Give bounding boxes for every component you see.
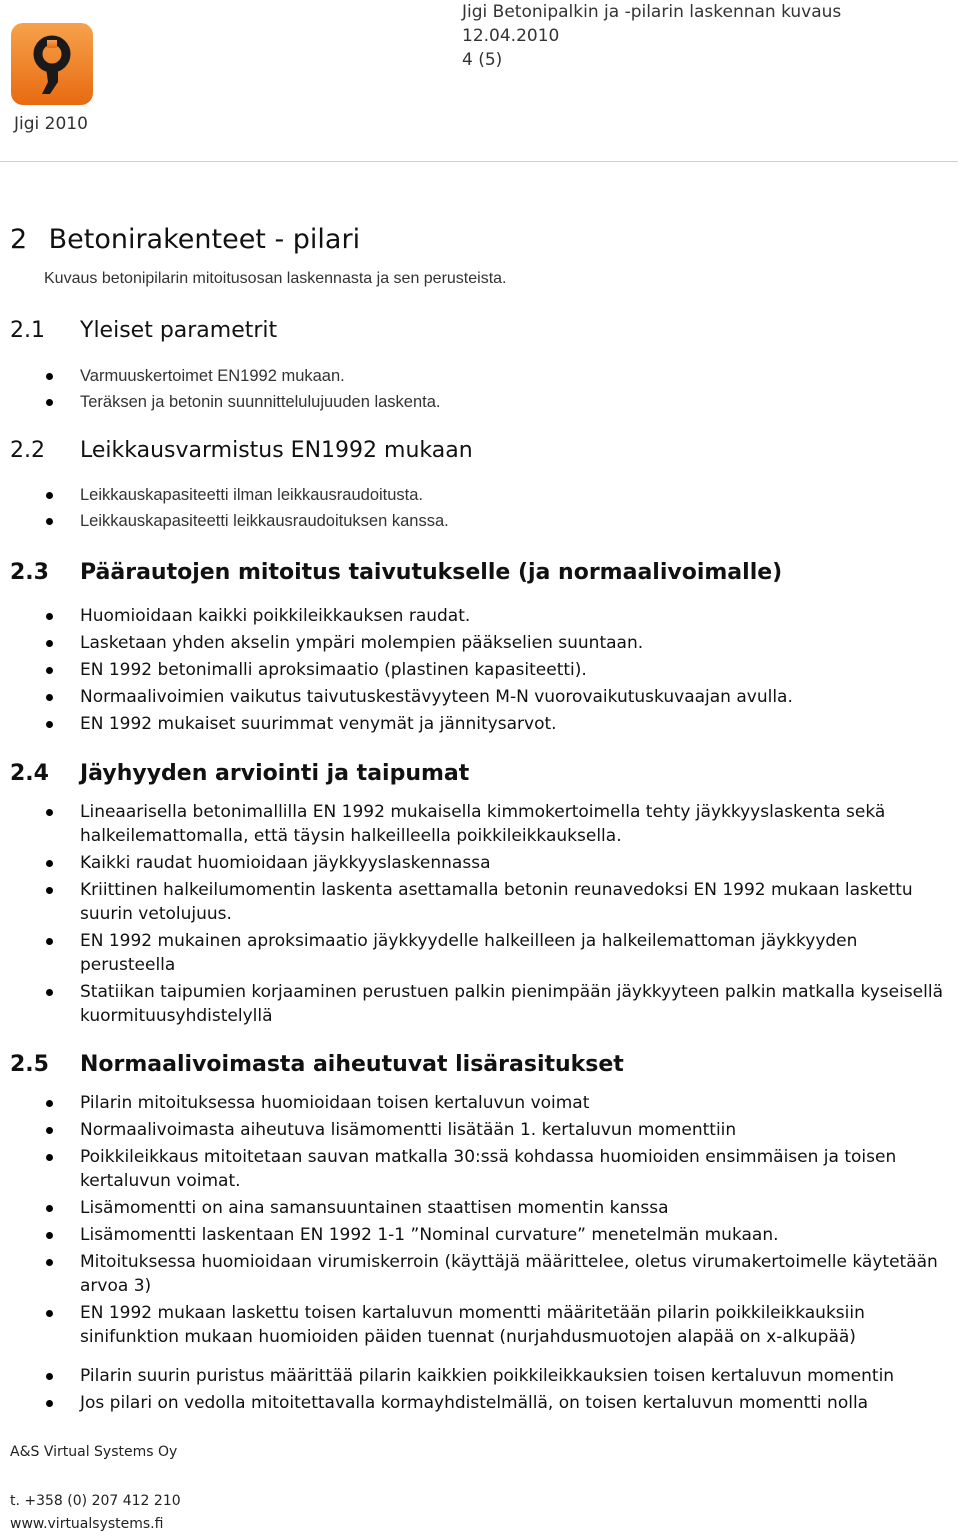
section-title: Leikkausvarmistus EN1992 mukaan: [80, 438, 473, 463]
list-item: Pilarin suurin puristus määrittää pilarin kaikkien poikkileikkauksien toisen kertaluvun momentin: [0, 1364, 950, 1388]
app-name: Jigi 2010: [14, 114, 88, 134]
list-item: Huomioidaan kaikki poikkileikkauksen raudat.: [0, 603, 950, 630]
list-item: Normaalivoimasta aiheutuva lisämomentti lisätään 1. kertaluvun momenttiin: [0, 1118, 950, 1142]
bullet-icon: [46, 613, 53, 620]
bullet-icon: [46, 1205, 53, 1212]
list-item: Lasketaan yhden akselin ympäri molempien pääkselien suuntaan.: [0, 630, 950, 657]
chapter-heading: [10, 224, 360, 255]
list-item: Lineaarisella betonimallilla EN 1992 mukaisella kimmokertoimella tehty jäykkyyslaskenta sekä halkeilemattomalla, että täysin halkeilleella poikkileikkauksella.: [0, 800, 950, 848]
bullet-icon: [46, 399, 53, 406]
bullet-icon: [46, 1259, 53, 1266]
bullet-icon: [46, 1100, 53, 1107]
section-number: 2.4: [10, 761, 49, 786]
bullet-icon: [46, 809, 53, 816]
list-item: Kriittinen halkeilumomentin laskenta asettamalla betonin reunavedoksi EN 1992 mukaan laskettu suurin vetolujuus.: [0, 878, 950, 926]
chapter-title: Betonirakenteet - pilari: [48, 224, 361, 255]
list-item: Normaalivoimien vaikutus taivutuskestävyyteen M-N vuorovaikutuskuvaajan avulla.: [0, 684, 950, 711]
list-item: Teräksen ja betonin suunnittelulujuuden laskenta.: [0, 389, 950, 415]
list-item: Jos pilari on vedolla mitoitettavalla kormayhdistelmällä, on toisen kertaluvun momentti nolla: [0, 1391, 950, 1415]
bullet-icon: [46, 1400, 53, 1407]
bullet-icon: [46, 1154, 53, 1161]
list-item: Statiikan taipumien korjaaminen perustuen palkin pienimpään jäykkyyteen palkin matkalla kyseisellä kuormituusyhdistelyllä: [0, 980, 950, 1028]
list-item: Mitoituksessa huomioidaan virumiskerroin (käyttäjä määrittelee, oletus virumakertoimelle käytetään arvoa 3): [0, 1250, 950, 1298]
bullet-icon: [46, 1310, 53, 1317]
list-item: EN 1992 mukainen aproksimaatio jäykkyydelle halkeilleen ja halkeilemattoman jäykkyyden perusteella: [0, 929, 950, 977]
chapter-number: 2: [10, 224, 28, 255]
section-number: 2.1: [10, 318, 45, 343]
bullet-icon: [46, 887, 53, 894]
list-item: Lisämomentti on aina samansuuntainen staattisen momentin kanssa: [0, 1196, 950, 1220]
bullet-icon: [46, 938, 53, 945]
section-list-continued: [0, 1364, 950, 1415]
section-title: Normaalivoimasta aiheutuvat lisärasitukset: [80, 1052, 624, 1077]
bullet-icon: [46, 492, 53, 499]
section-title: Päärautojen mitoitus taivutukselle (ja normaalivoimalle): [80, 560, 783, 585]
section-list: [0, 603, 950, 738]
list-item: Pilarin mitoituksessa huomioidaan toisen kertaluvun voimat: [0, 1091, 950, 1115]
list-item: Lisämomentti laskentaan EN 1992 1-1 ”Nominal curvature” menetelmän mukaan.: [0, 1223, 950, 1247]
section-number: 2.5: [10, 1052, 49, 1077]
footer-website-link[interactable]: www.virtualsystems.fi: [10, 1516, 164, 1532]
document-title: Jigi Betonipalkin ja -pilarin laskennan kuvaus: [462, 2, 842, 22]
section-number: 2.2: [10, 438, 45, 463]
section-title: Jäyhyyden arviointi ja taipumat: [80, 761, 470, 786]
section-list: [0, 363, 950, 415]
bullet-icon: [46, 518, 53, 525]
list-item: EN 1992 mukaan laskettu toisen kartaluvun momentti määritetään pilarin poikkileikkauksiin sinifunktion mukaan huomioiden päiden tuennat (nurjahdusmuotojen alapää on x-alkupää): [0, 1301, 950, 1349]
footer-company: A&S Virtual Systems Oy: [10, 1444, 178, 1460]
section-list: [0, 1091, 950, 1349]
document-header: [462, 0, 841, 72]
bullet-icon: [46, 667, 53, 674]
bullet-icon: [46, 1373, 53, 1380]
chapter-intro: Kuvaus betonipilarin mitoitusosan laskennasta ja sen perusteista.: [44, 270, 507, 287]
bullet-icon: [46, 860, 53, 867]
header-divider: [0, 161, 958, 162]
section-list: [0, 800, 950, 1028]
list-item: Poikkileikkaus mitoitetaan sauvan matkalla 30:ssä kohdassa huomioiden ensimmäisen ja toisen kertaluvun voimat.: [0, 1145, 950, 1193]
bullet-icon: [46, 694, 53, 701]
company-logo: [10, 22, 94, 106]
list-item: Leikkauskapasiteetti leikkausraudoituksen kanssa.: [0, 508, 950, 534]
section-title: Yleiset parametrit: [80, 318, 278, 343]
bullet-icon: [46, 373, 53, 380]
bullet-icon: [46, 721, 53, 728]
list-item: EN 1992 mukaiset suurimmat venymät ja jännitysarvot.: [0, 711, 950, 738]
list-item: Kaikki raudat huomioidaan jäykkyyslaskennassa: [0, 851, 950, 875]
list-item: EN 1992 betonimalli aproksimaatio (plastinen kapasiteetti).: [0, 657, 950, 684]
footer-phone: t. +358 (0) 207 412 210: [10, 1493, 181, 1509]
bullet-icon: [46, 1232, 53, 1239]
bullet-icon: [46, 989, 53, 996]
list-item: Varmuuskertoimet EN1992 mukaan.: [0, 363, 950, 389]
bullet-icon: [46, 1127, 53, 1134]
page-number: 4 (5): [462, 50, 503, 70]
section-list: [0, 482, 950, 534]
section-number: 2.3: [10, 560, 49, 585]
list-item: Leikkauskapasiteetti ilman leikkausraudoitusta.: [0, 482, 950, 508]
document-date: 12.04.2010: [462, 26, 560, 46]
bullet-icon: [46, 640, 53, 647]
